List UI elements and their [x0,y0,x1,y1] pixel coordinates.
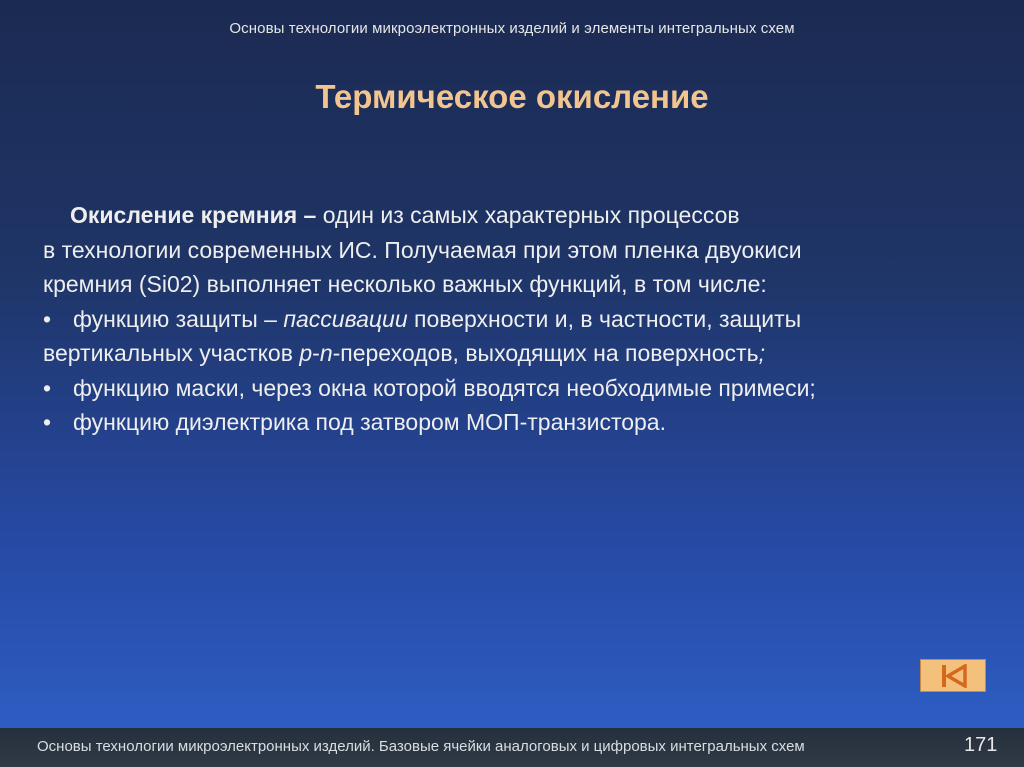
bullet-3 [43,405,1008,440]
skip-to-first-icon [940,664,968,688]
slide-title: Термическое окисление [315,78,709,115]
first-slide-button[interactable] [920,659,986,692]
bullet-2-text: функцию маски, через окна которой вводятся необходимые примеси; [73,374,816,401]
bullet-1-line2-a: вертикальных участков [43,340,300,366]
page-number: 171 [964,734,998,756]
bullet-3-text: функцию диэлектрика под затвором МОП-транзистора. [73,409,666,435]
bullet-marker: • [43,409,52,435]
course-header: Основы технологии микроэлектронных изделий и элементы интегральных схем [229,20,795,37]
intro-line-3: кремния (Si02) выполняет несколько важных функций, в том числе: [43,271,767,297]
bullet-1-line2-p: p [299,340,313,366]
bullet-1 [43,302,1008,337]
bullet-1-text-a: функцию защиты – [73,305,284,332]
bullet-1-text-b: поверхности и, в частности, защиты [407,305,802,332]
bullet-marker: • [43,305,52,332]
bullet-2 [43,371,1008,406]
intro-line-1 [43,198,1008,233]
slide-body [43,198,1008,440]
footer-text: Основы технологии микроэлектронных изделий. Базовые ячейки аналоговых и цифровых интегральных схем [37,738,805,755]
bullet-marker: • [43,374,52,401]
bullet-1-line2-end: ; [758,340,765,366]
bullet-1-italic: пассивации [283,305,408,332]
footer-bar [0,728,1024,767]
bullet-1-line2-n: n [319,340,333,366]
bullet-1-line2-dash: - [312,340,320,366]
intro-line-1-text: один из самых характерных процессов [316,202,740,228]
bullet-1-line2-b: -переходов, выходящих на поверхность [332,340,759,366]
intro-term: Окисление кремния – [70,202,317,228]
bullet-1-continuation [43,336,1008,371]
intro-line-2: в технологии современных ИС. Получаемая при этом пленка двуокиси [43,236,802,263]
